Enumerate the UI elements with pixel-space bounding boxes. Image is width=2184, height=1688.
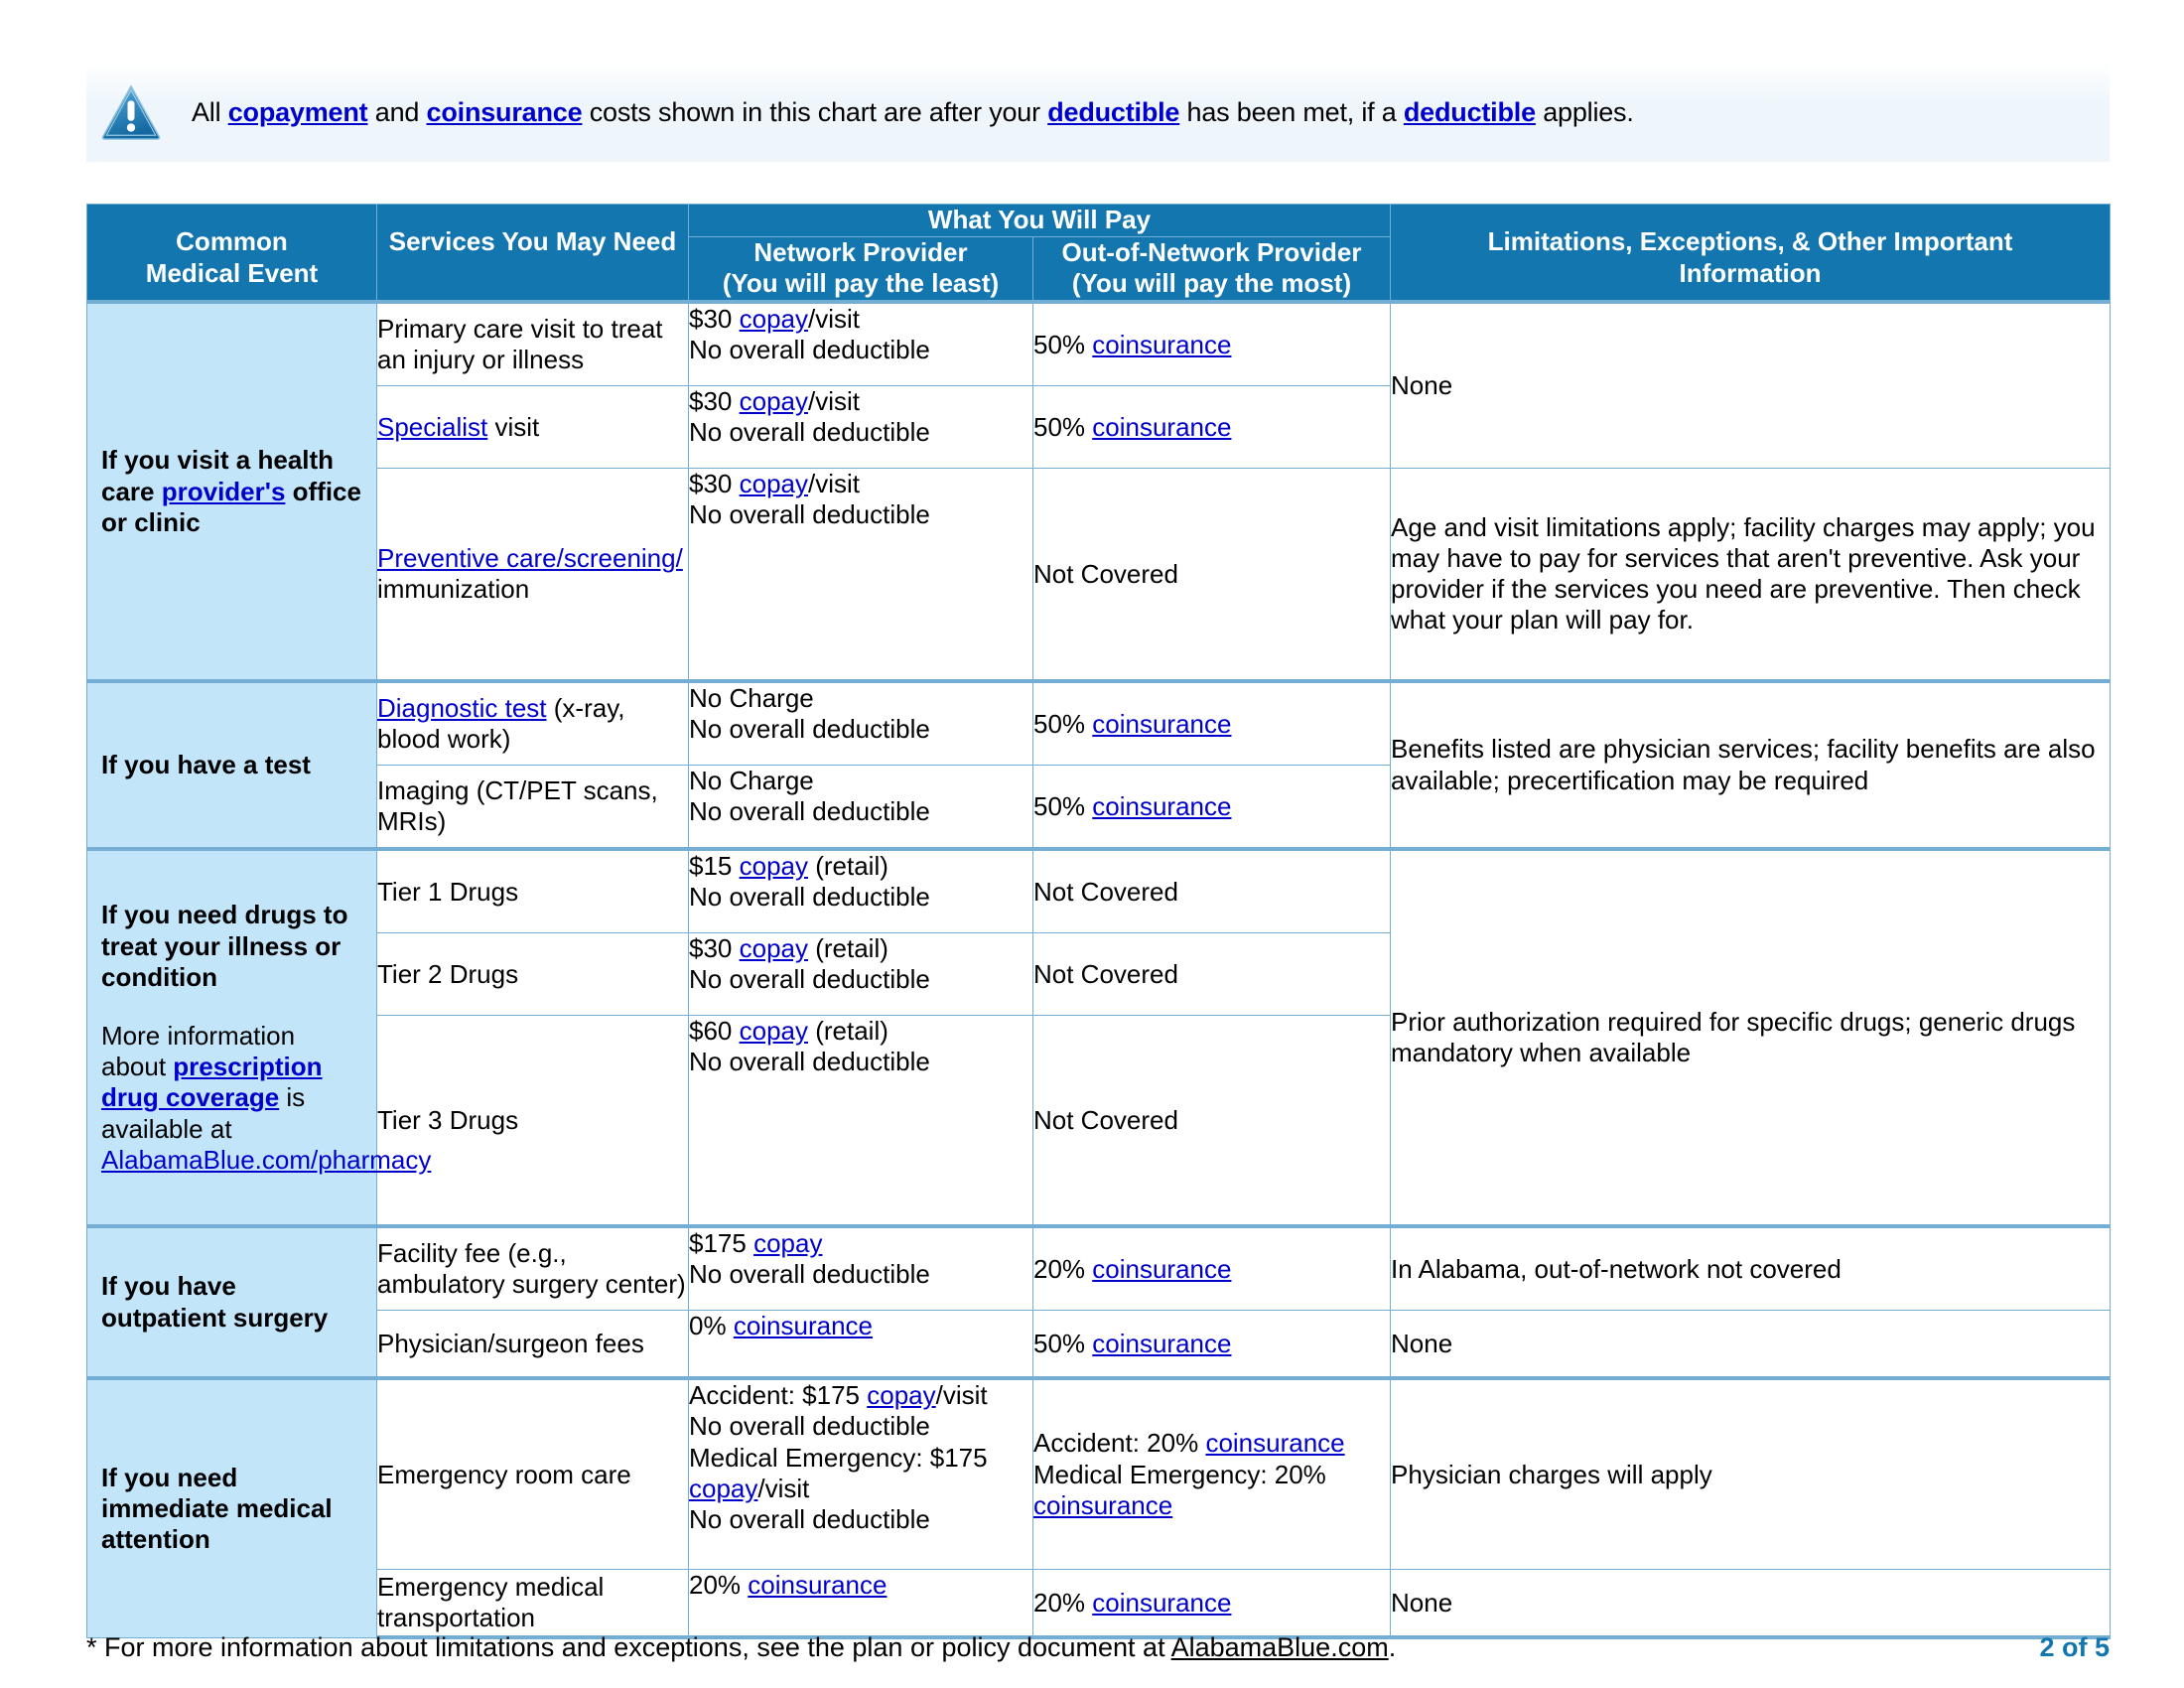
coinsurance-link[interactable]: coinsurance [426,96,583,127]
event-cell-note: More information about prescription drug coverage is available at AlabamaBlue.com/pharmacy [101,1020,432,1175]
limitations-cell: In Alabama, out-of-network not covered [1391,1226,2111,1311]
network-provider-cell: No Charge No overall deductible [689,681,1033,766]
header-common-medical-event [87,205,377,303]
limitations-cell: Physician charges will apply [1391,1378,2111,1570]
notice-seg-5: applies. [1535,96,1634,127]
page-footer [86,1632,2110,1663]
out-of-network-provider-cell: 50% coinsurance [1033,302,1391,386]
network-term-link[interactable]: coinsurance [748,1570,887,1601]
page-number: 2 of 5 [2039,1632,2110,1662]
network-provider-cell: 0% coinsurance [689,1311,1033,1379]
limitations-cell: None [1391,1570,2111,1638]
deductible-notice-text [192,96,1634,128]
oon-term-link[interactable]: coinsurance [1205,1428,1345,1459]
service-cell: Emergency medical transportation [377,1570,689,1638]
out-of-network-provider-cell: 20% coinsurance [1033,1570,1391,1638]
oon-term-link[interactable]: coinsurance [1092,1253,1232,1284]
table-body [87,302,2111,1637]
network-term-link[interactable]: copay [739,933,808,964]
table-row [87,469,2111,682]
medical-event-label: If you have a test [101,750,311,780]
header-network-provider [689,236,1033,302]
alabamablue-link[interactable]: AlabamaBlue.com [1170,1632,1389,1662]
limitations-cell: None [1391,1311,2111,1379]
out-of-network-provider-cell: 50% coinsurance [1033,1311,1391,1379]
notice-seg-3: costs shown in this chart are after your [582,96,1048,127]
out-of-network-provider-cell: Not Covered [1033,469,1391,682]
table-row [87,302,2111,386]
service-cell: Tier 3 Drugs [377,1016,689,1227]
medical-event-cell [87,1226,377,1378]
header-common-medical-event-line2: Medical Event [145,257,319,288]
medical-event-cell [87,849,432,1226]
copayment-link[interactable]: copayment [227,96,368,127]
limitations-cell: Benefits listed are physician services; facility benefits are also available; precertification may be required [1391,681,2111,849]
table-row [87,849,2111,933]
network-term-link[interactable]: coinsurance [733,1311,874,1341]
medical-event-cell [87,302,377,681]
network-term-link[interactable]: copay [867,1380,936,1411]
oon-term-link[interactable]: coinsurance [1092,411,1232,442]
network-provider-cell: $15 copay (retail) No overall deductible [689,849,1033,933]
notice-seg-2: and [367,96,427,127]
network-provider-cell: Accident: $175 copay/visit No overall deductible Medical Emergency: $175 copay/visit No overall deductible [689,1378,1033,1570]
provider-link[interactable]: provider's [161,476,286,506]
medical-event-label: If you have outpatient surgery [101,1271,329,1333]
header-limitations [1391,205,2111,303]
header-what-you-will-pay: What You Will Pay [689,205,1391,237]
table-header-row-1 [87,205,2111,237]
header-network-provider-line1: Network Provider [753,236,968,267]
out-of-network-provider-cell: Not Covered [1033,1016,1391,1227]
oon-term-link[interactable]: coinsurance [1033,1489,1173,1520]
network-provider-cell: No Charge No overall deductible [689,766,1033,850]
alabamablue-pharmacy-link[interactable]: AlabamaBlue.com/pharmacy [101,1144,432,1175]
out-of-network-provider-cell: Accident: 20% coinsurance Medical Emergency: 20% coinsurance [1033,1378,1391,1570]
service-cell: Preventive care/screening/ immunization [377,469,689,682]
table-row [87,1311,2111,1379]
notice-seg-1: All [192,96,228,127]
oon-term-link[interactable]: coinsurance [1092,329,1232,359]
service-cell: Primary care visit to treat an injury or illness [377,302,689,386]
service-cell: Diagnostic test (x-ray, blood work) [377,681,689,766]
oon-term-link[interactable]: coinsurance [1092,1328,1232,1358]
network-term-link[interactable]: copay [739,469,808,499]
oon-term-link[interactable]: coinsurance [1092,1587,1232,1618]
header-network-provider-line2: (You will pay the least) [722,268,1000,299]
footer-note-suffix: . [1388,1632,1397,1662]
deductible-link-2[interactable]: deductible [1403,96,1536,127]
out-of-network-provider-cell: 50% coinsurance [1033,766,1391,850]
service-term-link[interactable]: Specialist [377,411,488,442]
header-out-of-network-provider [1033,236,1391,302]
service-cell: Tier 1 Drugs [377,849,689,933]
oon-term-link[interactable]: coinsurance [1092,790,1232,821]
medical-event-cell [87,681,377,849]
notice-seg-4: has been met, if a [1179,96,1404,127]
medical-event-label: If you visit a health care provider's office or clinic [101,445,361,537]
out-of-network-provider-cell: Not Covered [1033,849,1391,933]
footer-note [86,1632,1396,1663]
service-cell: Specialist visit [377,386,689,469]
medical-event-label: If you need drugs to treat your illness or condition [101,900,348,992]
header-common-medical-event-line1: Common [176,226,288,256]
limitations-cell: Prior authorization required for specific drugs; generic drugs mandatory when available [1391,849,2111,1226]
coverage-table [86,204,2111,1639]
network-term-link[interactable]: copay [739,386,808,417]
service-cell: Physician/surgeon fees [377,1311,689,1379]
medical-event-cell [87,1378,377,1637]
deductible-notice-banner [86,63,2110,162]
network-provider-cell: $60 copay (retail) No overall deductible [689,1016,1033,1227]
service-cell: Facility fee (e.g., ambulatory surgery center) [377,1226,689,1311]
service-term-link[interactable]: Diagnostic test [377,692,547,723]
service-cell: Emergency room care [377,1378,689,1570]
warning-triangle-icon [100,81,162,143]
table-row [87,681,2111,766]
network-provider-cell: 20% coinsurance [689,1570,1033,1638]
oon-term-link[interactable]: coinsurance [1092,708,1232,739]
network-term-link[interactable]: copay [739,851,808,882]
header-limitations-line1: Limitations, Exceptions, & Other Important [1487,226,2013,256]
out-of-network-provider-cell: 50% coinsurance [1033,681,1391,766]
network-provider-cell: $30 copay/visit No overall deductible [689,302,1033,386]
limitations-cell: None [1391,302,2111,469]
prescription-drug-coverage-link[interactable]: prescription drug coverage [101,1052,323,1113]
deductible-link-1[interactable]: deductible [1047,96,1180,127]
table-header [87,205,2111,303]
network-provider-cell: $30 copay/visit No overall deductible [689,386,1033,469]
out-of-network-provider-cell: 20% coinsurance [1033,1226,1391,1311]
limitations-cell: Age and visit limitations apply; facility charges may apply; you may have to pay for services that aren't preventive. Ask your provider if the services you need are preventive. Then check what your plan will pay for. [1391,469,2111,682]
footer-note-prefix: * For more information about limitations and exceptions, see the plan or policy document at [86,1632,1171,1662]
network-provider-cell: $30 copay/visit No overall deductible [689,469,1033,682]
network-term-link[interactable]: copay [689,1473,758,1503]
header-out-of-network-line1: Out-of-Network Provider [1061,236,1362,267]
out-of-network-provider-cell: Not Covered [1033,933,1391,1016]
service-cell: Imaging (CT/PET scans, MRIs) [377,766,689,850]
network-term-link[interactable]: copay [739,304,808,335]
network-term-link[interactable]: copay [753,1228,823,1259]
header-limitations-line2: Information [1679,257,1822,288]
header-out-of-network-line2: (You will pay the most) [1071,268,1352,299]
table-row [87,1570,2111,1638]
network-term-link[interactable]: copay [739,1016,808,1047]
table-row [87,1378,2111,1570]
network-provider-cell: $30 copay (retail) No overall deductible [689,933,1033,1016]
out-of-network-provider-cell: 50% coinsurance [1033,386,1391,469]
service-term-link[interactable]: Preventive care/screening/ [377,542,683,573]
network-provider-cell: $175 copay No overall deductible [689,1226,1033,1311]
service-cell: Tier 2 Drugs [377,933,689,1016]
table-row [87,1226,2111,1311]
header-services-you-may-need: Services You May Need [377,205,689,303]
medical-event-label: If you need immediate medical attention [101,1462,333,1554]
